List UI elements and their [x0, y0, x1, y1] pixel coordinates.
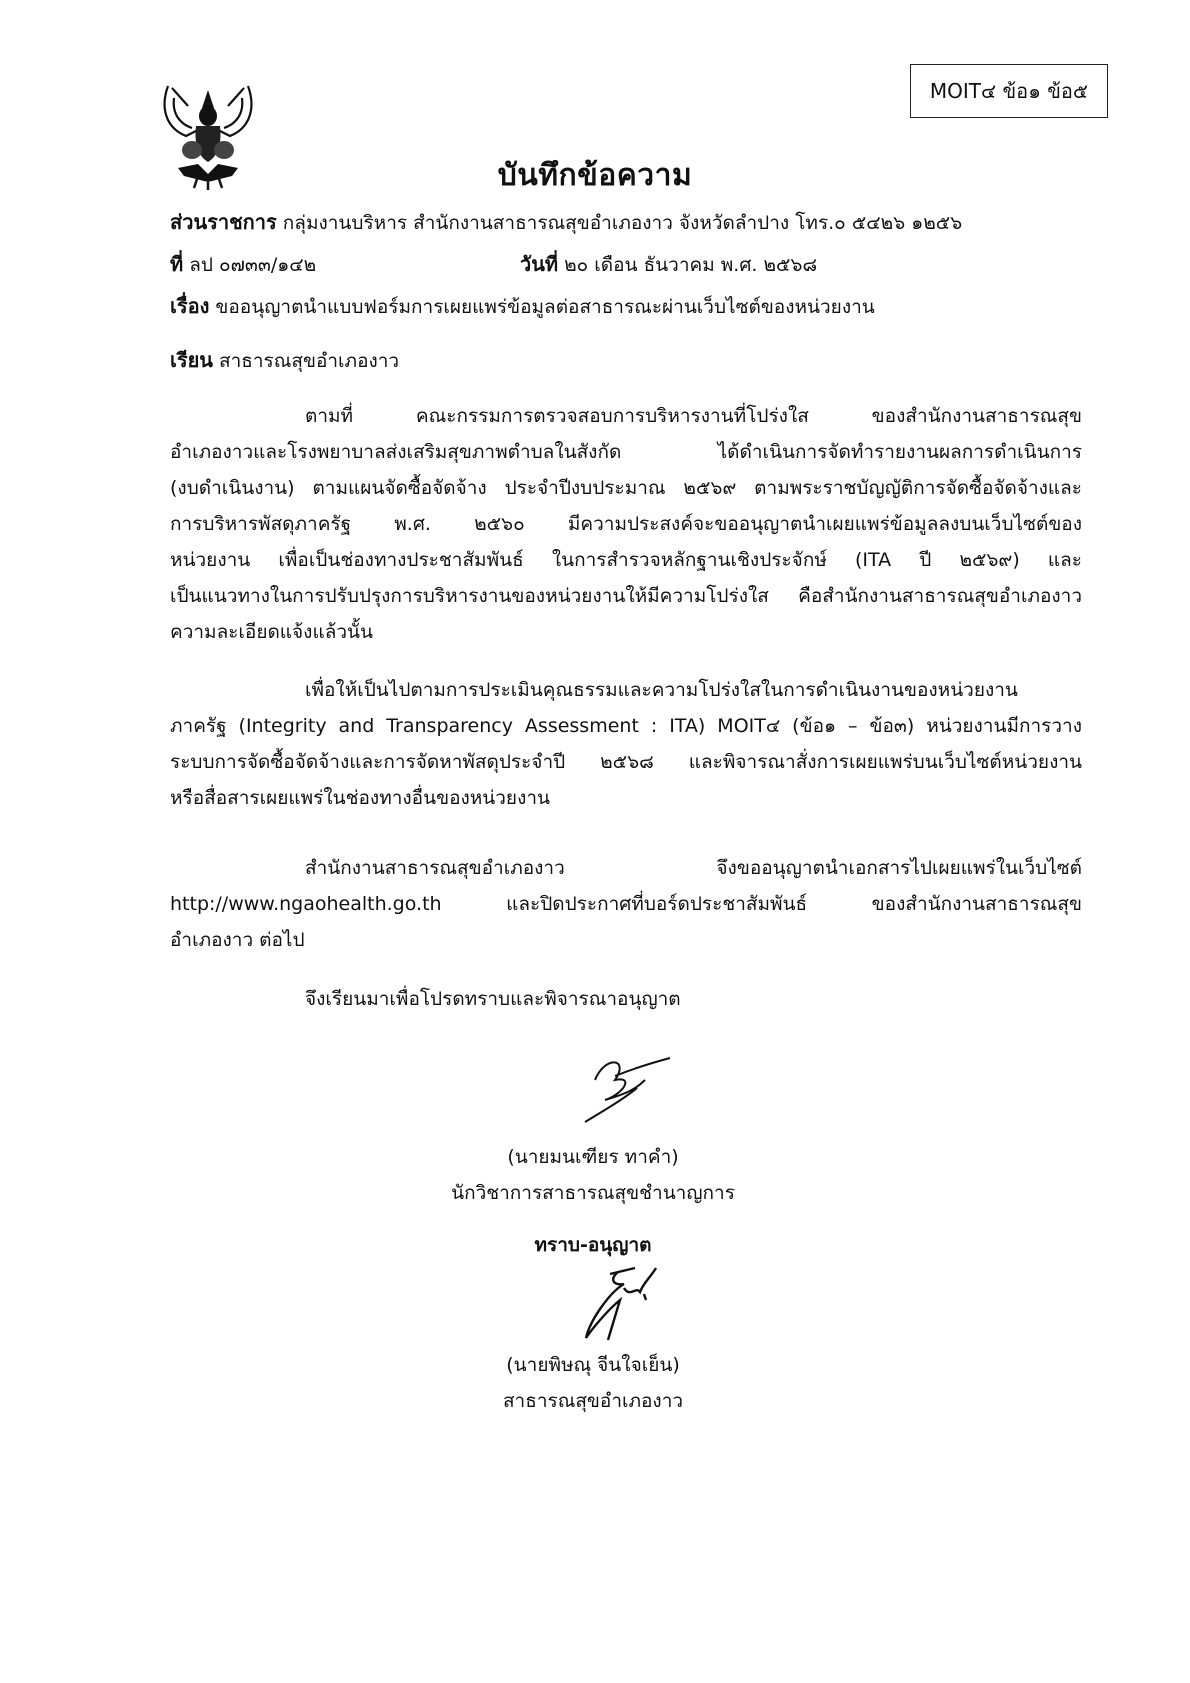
to-line — [170, 344, 399, 376]
subject-label: เรื่อง — [170, 294, 210, 318]
paragraph-line: เพื่อให้เป็นไปตามการประเมินคุณธรรมและความโปร่งใสในการดำเนินงานของหน่วยงาน — [305, 679, 1018, 701]
paragraph-line: http://www.ngaohealth.go.th และปิดประกาศที่บอร์ดประชาสัมพันธ์ ของสำนักงานสาธารณสุข — [170, 893, 1082, 915]
date-line — [520, 248, 817, 280]
paragraph-line: หรือสื่อสารเผยแพร่ในช่องทางอื่นของหน่วยงาน — [170, 787, 550, 809]
date-label: วันที่ — [520, 252, 559, 276]
number-value: ลป ๐๗๓๓/๑๔๒ — [189, 254, 317, 276]
number-line — [170, 248, 316, 280]
date-value: ๒๐ เดือน ธันวาคม พ.ศ. ๒๕๖๘ — [564, 254, 818, 276]
paragraph-line: ตามที่ คณะกรรมการตรวจสอบการบริหารงานที่โปร่งใส ของสำนักงานสาธารณสุข — [305, 405, 1082, 427]
to-label: เรียน — [170, 348, 213, 372]
signatory-1-position: นักวิชาการสาธารณสุขชำนาญการ — [451, 1182, 735, 1204]
document-title: บันทึกข้อความ — [497, 158, 693, 193]
paragraph-line: ความละเอียดแจ้งแล้วนั้น — [170, 621, 373, 643]
paragraph-line: อำเภองาวและโรงพยาบาลส่งเสริมสุขภาพตำบลในสังกัด ได้ดำเนินการจัดทำรายงานผลการดำเนินการ — [170, 441, 1082, 463]
signatory-2-name: (นายพิษณุ จีนใจเย็น) — [506, 1354, 680, 1376]
paragraph-line: ระบบการจัดซื้อจัดจ้างและการจัดหาพัสดุประจำปี ๒๕๖๘ และพิจารณาสั่งการเผยแพร่บนเว็บไซต์หน่วยงาน — [170, 751, 1082, 773]
signatory-2-position: สาธารณสุขอำเภองาว — [502, 1390, 684, 1412]
paragraph-line: อำเภองาว ต่อไป — [170, 929, 305, 951]
closing-line: จึงเรียนมาเพื่อโปรดทราบและพิจารณาอนุญาต — [305, 988, 681, 1010]
approval-label: ทราบ-อนุญาต — [534, 1234, 652, 1256]
reference-box — [910, 64, 1108, 118]
agency-value: กลุ่มงานบริหาร สำนักงานสาธารณสุขอำเภองาว จังหวัดลำปาง โทร.๐ ๕๔๒๖ ๑๒๕๖ — [282, 212, 963, 234]
paragraph-line: การบริหารพัสดุภาครัฐ พ.ศ. ๒๕๖๐ มีความประสงค์จะขออนุญาตนำเผยแพร่ข้อมูลลงบนเว็บไซต์ของ — [170, 513, 1082, 535]
number-label: ที่ — [170, 252, 184, 276]
paragraph-line: เป็นแนวทางในการปรับปรุงการบริหารงานของหน่วยงานให้มีความโปร่งใส คือสำนักงานสาธารณสุขอำเภองาว — [170, 585, 1082, 607]
reference-text: MOIT๔ ข้อ๑ ข้อ๕ — [929, 79, 1089, 103]
paragraph-3 — [170, 850, 1082, 958]
agency-label: ส่วนราชการ — [170, 210, 277, 234]
subject-line — [170, 290, 875, 322]
paragraph-line: หน่วยงาน เพื่อเป็นช่องทางประชาสัมพันธ์ ในการสำรวจหลักฐานเชิงประจักษ์ (ITA ปี ๒๕๖๙) และ — [170, 549, 1082, 571]
to-value: สาธารณสุขอำเภองาว — [219, 350, 400, 372]
signature-1-icon — [575, 1050, 675, 1130]
paragraph-line: (งบดำเนินงาน) ตามแผนจัดซื้อจัดจ้าง ประจำปีงบประมาณ ๒๕๖๙ ตามพระราชบัญญัติการจัดซื้อจัดจ้างและ — [170, 477, 1082, 499]
paragraph-1 — [170, 398, 1082, 650]
agency-line — [170, 206, 962, 238]
subject-value: ขออนุญาตนำแบบฟอร์มการเผยแพร่ข้อมูลต่อสาธารณะผ่านเว็บไซต์ของหน่วยงาน — [215, 296, 875, 318]
paragraph-2 — [170, 672, 1082, 816]
signatory-1-name: (นายมนเฑียร ทาคำ) — [507, 1146, 679, 1168]
paragraph-line: ภาครัฐ (Integrity and Transparency Assessment : ITA) MOIT๔ (ข้อ๑ – ข้อ๓) หน่วยงานมีการวาง — [170, 715, 1082, 737]
paragraph-line: สำนักงานสาธารณสุขอำเภองาว จึงขออนุญาตนำเอกสารไปเผยแพร่ในเว็บไซต์ — [305, 857, 1082, 879]
signature-2-icon — [580, 1264, 670, 1344]
